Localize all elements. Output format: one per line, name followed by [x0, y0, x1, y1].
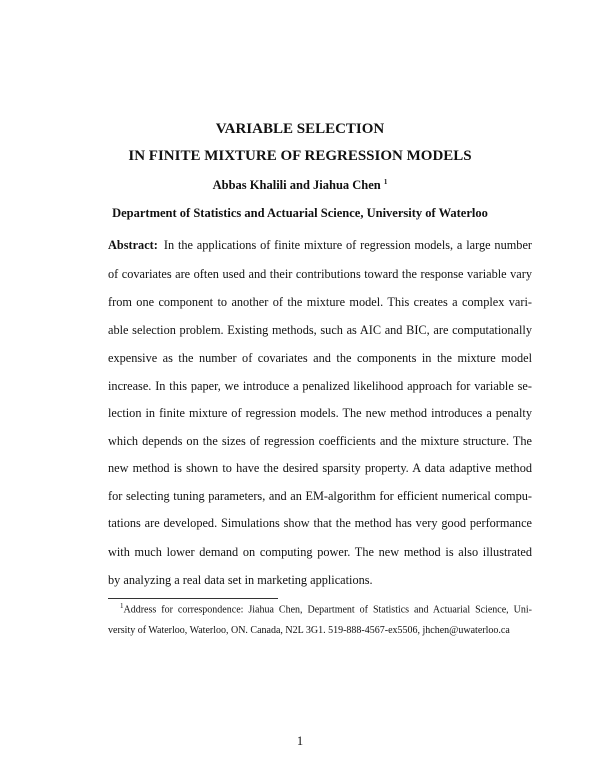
footnote-mark: 1 [120, 602, 124, 610]
abstract-line: able selection problem. Existing methods, such as AIC and BIC, are computationally [108, 323, 532, 337]
affiliation: Department of Statistics and Actuarial Science, University of Waterloo [112, 206, 488, 220]
abstract-line: by analyzing a real data set in marketing applications. [108, 573, 373, 587]
abstract-text: In the applications of finite mixture of regression models, a large number [163, 238, 532, 252]
footnote-mark: 1 [383, 178, 388, 186]
footnote-line: versity of Waterloo, Waterloo, ON. Canada, N2L 3G1. 519-888-4567-ex5506, jhchen@uwaterloo.ca [108, 625, 510, 636]
abstract-line: new method is shown to have the desired sparsity property. A data adaptive method [108, 461, 532, 475]
abstract-line: expensive as the number of covariates and the components in the mixture model [108, 351, 532, 365]
abstract-line [108, 238, 532, 252]
footnote-text: Address for correspondence: Jiahua Chen, Department of Statistics and Actuarial Science, Uni- [123, 604, 532, 616]
abstract-line: increase. In this paper, we introduce a penalized likelihood approach for variable se- [108, 379, 532, 393]
abstract-line: from one component to another of the mixture model. This creates a complex vari- [108, 295, 532, 309]
abstract-line: tations are developed. Simulations show that the method has very good performance [108, 516, 532, 530]
abstract-line: lection in finite mixture of regression models. The new method introduces a penalty [108, 406, 532, 420]
abstract-line: for selecting tuning parameters, and an EM-algorithm for efficient numerical compu- [108, 489, 532, 503]
abstract-line: which depends on the sizes of regression coefficients and the mixture structure. The [108, 434, 532, 448]
title-line-1: VARIABLE SELECTION [215, 121, 385, 137]
abstract-line: of covariates are often used and their contributions toward the response variable vary [108, 267, 532, 281]
authors [0, 178, 600, 193]
footnote-rule [108, 598, 278, 599]
page-number: 1 [296, 734, 304, 748]
title-line-2: IN FINITE MIXTURE OF REGRESSION MODELS [128, 148, 472, 164]
abstract-label: Abstract: [108, 238, 158, 252]
footnote-line [120, 600, 532, 616]
author-names: Abbas Khalili and Jiahua Chen [212, 178, 381, 193]
abstract-line: with much lower demand on computing power. The new method is also illustrated [108, 545, 532, 559]
